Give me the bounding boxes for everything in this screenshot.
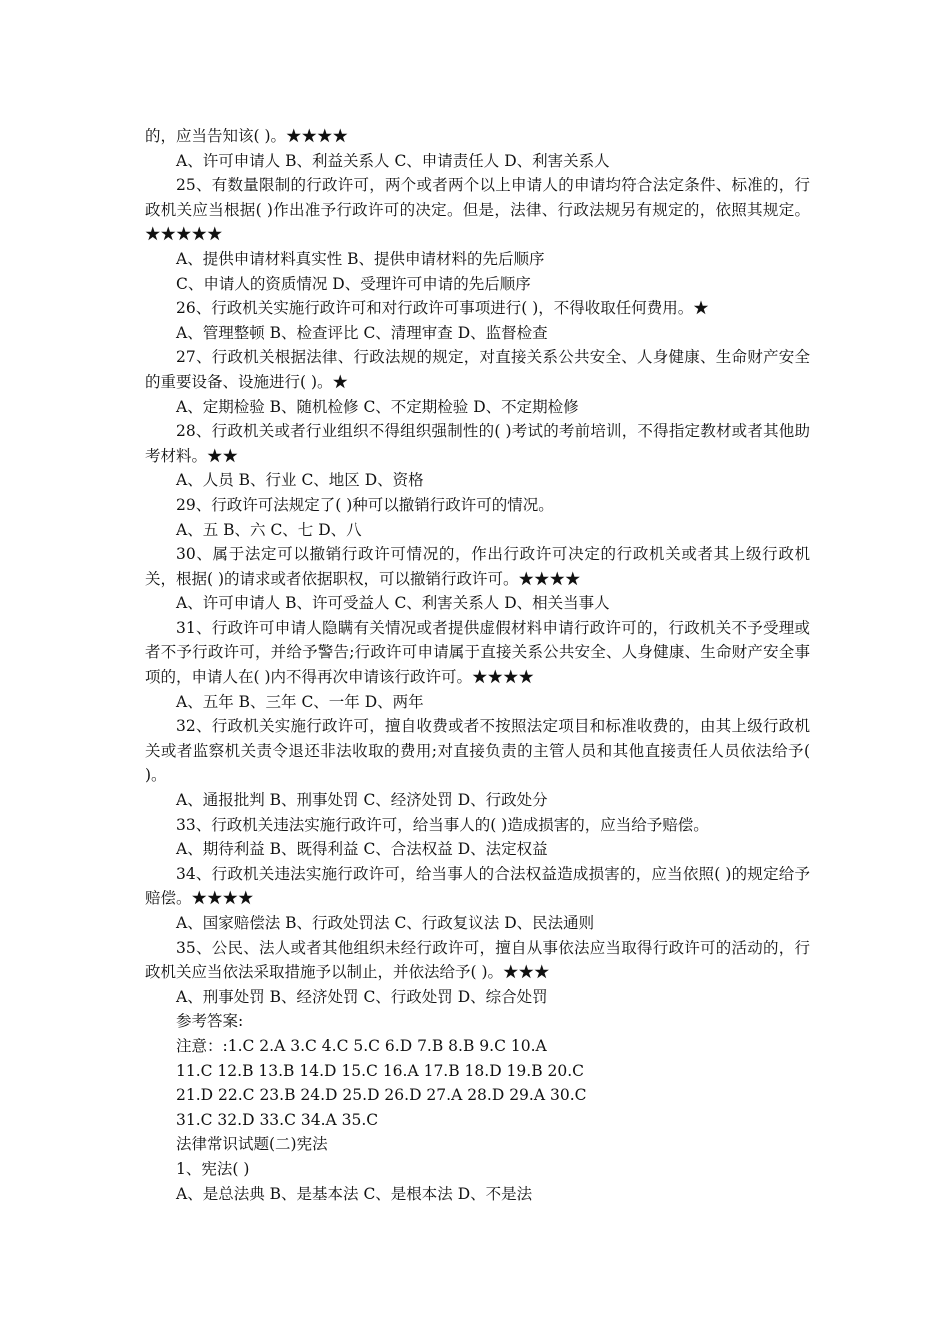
question-27: 27、行政机关根据法律、行政法规的规定，对直接关系公共安全、人身健康、生命财产安全的重要设备、设施进行( )。★ — [145, 348, 810, 391]
question-30: 30、属于法定可以撤销行政许可情况的，作出行政许可决定的行政机关或者其上级行政机关，根据( )的请求或者依据职权，可以撤销行政许可。★★★★ — [145, 545, 810, 588]
options-q33: A、期待利益 B、既得利益 C、合法权益 D、法定权益 — [176, 840, 548, 859]
options-q34: A、国家赔偿法 B、行政处罚法 C、行政复议法 D、民法通则 — [176, 914, 595, 932]
options-q32: A、通报批判 B、刑事处罚 C、经济处罚 D、行政处分 — [176, 791, 548, 810]
answers-line-4: 31.C 32.D 33.C 34.A 35.C — [176, 1110, 379, 1129]
answers-line-3: 21.D 22.C 23.B 24.D 25.D 26.D 27.A 28.D 29.A 30.C — [176, 1086, 587, 1105]
options-q30: A、许可申请人 B、许可受益人 C、利害关系人 D、相关当事人 — [176, 594, 610, 613]
question-34: 34、行政机关违法实施行政许可，给当事人的合法权益造成损害的，应当依照( )的规定给予赔偿。★★★★ — [145, 864, 810, 908]
options-q27: A、定期检验 B、随机检修 C、不定期检验 D、不定期检修 — [176, 397, 579, 416]
paragraph-1: 的，应当告知该( )。★★★★ — [145, 127, 349, 145]
options-q1: A、是总法典 B、是基本法 C、是根本法 D、不是法 — [176, 1184, 533, 1203]
options-q35: A、刑事处罚 B、经济处罚 C、行政处罚 D、综合处罚 — [176, 987, 548, 1006]
section-heading: 法律常识试题(二)宪法 — [176, 1135, 328, 1154]
question-25: 25、有数量限制的行政许可，两个或者两个以上申请人的申请均符合法定条件、标准的，行政机关应当根据( )作出准予行政许可的决定。但是，法律、行政法规另有规定的，依照其规定。★★★★★ — [145, 176, 810, 244]
question-29: 29、行政许可法规定了( )种可以撤销行政许可的情况。 — [176, 495, 554, 514]
options-q26: A、管理整顿 B、检查评比 C、清理审查 D、监督检查 — [176, 323, 548, 342]
options-q28: A、人员 B、行业 C、地区 D、资格 — [176, 471, 424, 490]
options-q25-ab: A、提供申请材料真实性 B、提供申请材料的先后顺序 — [176, 249, 545, 268]
question-32: 32、行政机关实施行政许可，擅自收费或者不按照法定项目和标准收费的，由其上级行政机关或者监察机关责令退还非法收取的费用;对直接负责的主管人员和其他直接责任人员依法给予( )。 — [145, 717, 810, 785]
question-31: 31、行政许可申请人隐瞒有关情况或者提供虚假材料申请行政许可的，行政机关不予受理或者不予行政许可，并给予警告;行政许可申请属于直接关系公共安全、人身健康、生命财产安全事项的，申请人在( )内不得再次申请该行政许可。★★★★ — [145, 618, 810, 687]
answers-line-1: 注意：:1.C 2.A 3.C 4.C 5.C 6.D 7.B 8.B 9.C 10.A — [176, 1036, 547, 1055]
options-q31: A、五年 B、三年 C、一年 D、两年 — [176, 692, 424, 711]
options-q24: A、许可申请人 B、利益关系人 C、申请责任人 D、利害关系人 — [176, 151, 610, 170]
question-1: 1、宪法( ) — [176, 1159, 250, 1178]
options-q29: A、五 B、六 C、七 D、八 — [176, 520, 362, 539]
question-28: 28、行政机关或者行业组织不得组织强制性的( )考试的考前培训，不得指定教材或者其他助考材料。★★ — [145, 422, 810, 465]
question-33: 33、行政机关违法实施行政许可，给当事人的( )造成损害的，应当给予赔偿。 — [176, 815, 709, 834]
answers-line-2: 11.C 12.B 13.B 14.D 15.C 16.A 17.B 18.D 19.B 20.C — [176, 1061, 585, 1080]
question-26: 26、行政机关实施行政许可和对行政许可事项进行( )，不得收取任何费用。★ — [176, 299, 709, 318]
options-q25-cd: C、申请人的资质情况 D、受理许可申请的先后顺序 — [176, 274, 531, 293]
answers-heading: 参考答案: — [176, 1012, 244, 1031]
question-35: 35、公民、法人或者其他组织未经行政许可，擅自从事依法应当取得行政许可的活动的，行政机关应当依法采取措施予以制止，并依法给予( )。★★★ — [145, 938, 810, 982]
document-page — [145, 124, 810, 1206]
